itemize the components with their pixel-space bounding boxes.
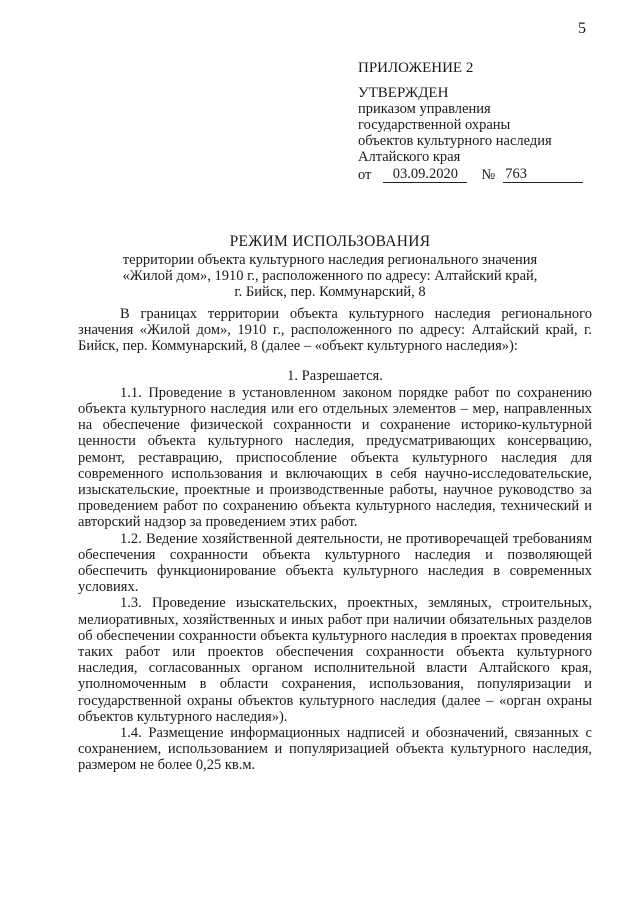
- title-line: территории объекта культурного наследия регионального значения: [122, 252, 538, 268]
- item-1-4: 1.4. Размещение информационных надписей и обозначений, связанных с сохранением, использованием и популяризацией объекта культурного наследия, размером не более 0,25 кв.м.: [78, 725, 592, 774]
- intro-paragraph: В границах территории объекта культурного наследия регионального значения «Жилой дом», 1910 г., расположенного по адресу: Алтайский край, г. Бийск, пер. Коммунарский, 8 (далее – «объект культурного наследия»):: [78, 306, 592, 355]
- title-main: РЕЖИМ ИСПОЛЬЗОВАНИЯ: [229, 233, 431, 250]
- approval-line: Алтайского края: [358, 149, 461, 165]
- order-number: 763: [503, 166, 583, 183]
- section-heading: 1. Разрешается.: [287, 367, 383, 384]
- title-line: «Жилой дом», 1910 г., расположенного по адресу: Алтайский край,: [122, 268, 538, 284]
- item-1-3: 1.3. Проведение изыскательских, проектных, земляных, строительных, мелиоративных, хозяйственных и иных работ при наличии обязательных разделов об обеспечении сохранности объекта культурного наследия в проектах проведения таких работ или проектов обеспечения сохранности объекта культурного наследия, согласованных органом исполнительной власти Алтайского края, уполномоченным в области сохранения, использования, популяризации и государственной охраны объектов культурного наследия (далее – «орган охраны объектов культурного наследия»).: [78, 595, 592, 725]
- approval-line: приказом управления: [358, 101, 491, 117]
- order-date-number: [358, 166, 618, 183]
- document-title: [60, 234, 600, 300]
- page-number: 5: [578, 20, 586, 37]
- appendix-label: ПРИЛОЖЕНИЕ 2: [358, 60, 474, 76]
- number-prefix: №: [481, 167, 496, 183]
- title-line: г. Бийск, пер. Коммунарский, 8: [234, 284, 426, 300]
- approval-line: объектов культурного наследия: [358, 133, 552, 149]
- approval-block: [358, 60, 618, 183]
- order-date: 03.09.2020: [383, 166, 467, 183]
- document-body: [78, 306, 592, 774]
- item-1-1: 1.1. Проведение в установленном законом порядке работ по сохранению объекта культурного наследия или его отдельных элементов – мер, направленных на обеспечение физической сохранности и сохранение историко-культурной ценности объекта культурного наследия, предусматривающих консервацию, ремонт, реставрацию, приспособление объекта культурного наследия для современного использования и включающих в себя научно-исследовательские, изыскательские, проектные и производственные работы, научное руководство за проведением работ по сохранению объекта культурного наследия, технический и авторский надзор за проведением этих работ.: [78, 384, 592, 531]
- approval-line: государственной охраны: [358, 117, 511, 133]
- approved-label: УТВЕРЖДЕН: [358, 85, 449, 101]
- date-prefix: от: [358, 167, 372, 183]
- item-1-2: 1.2. Ведение хозяйственной деятельности, не противоречащей требованиям обеспечения сохранности объекта культурного наследия и позволяющей обеспечить функционирование объекта культурного наследия в современных условиях.: [78, 530, 592, 596]
